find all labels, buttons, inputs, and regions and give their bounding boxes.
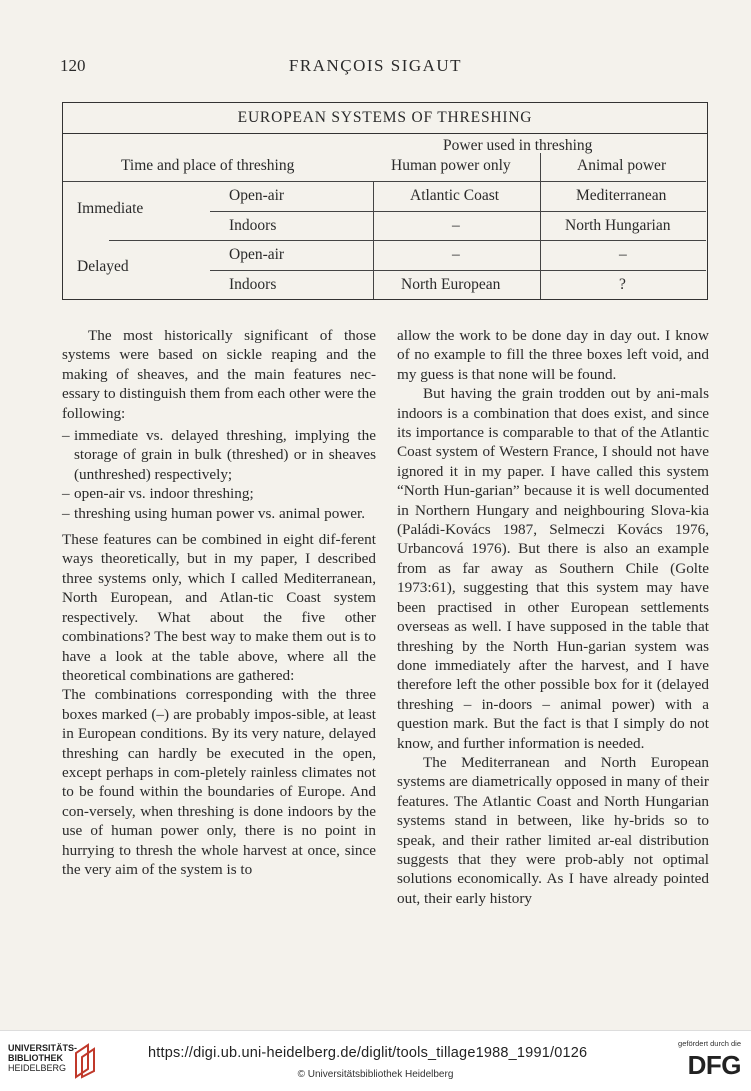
row4-human: North European (401, 276, 501, 293)
list-item: – open-air vs. indoor threshing; (62, 485, 254, 503)
row2-animal: North Hungarian (565, 217, 671, 234)
paragraph: But having the grain trodden out by ani-mals indoors is a combination that does exist, and since its importance is comparable to that of the Atlantic Coast system of Western France, I should not have ignored it in my paper. I have called this system “North Hun-garian” because it is well documented in Northern Hungary and neighbouring Slova-kia (Paládi-Kovács 1987, Selmeczi Kovács 1976, Urbancová 1976). But there is also an example from as far away as Southern Chile (Golte 1973:61), suggesting that this system may have been practised in other European settlements overseas as well. I have supposed in the table that threshing by the North Hun-garian system was done immediately after the harvest, and I have therefore left the other possible box for it (delayed threshing – in-doors – animal power) with a question mark. But the fact is that I simply do not know, and further information is needed. (397, 385, 709, 752)
row1-human: Atlantic Coast (410, 187, 500, 204)
row4-place: Indoors (229, 276, 277, 293)
rule-row2 (109, 240, 706, 241)
paragraph: These features can be combined in eight dif-ferent ways theoretically, but in my paper, I described three systems only, which I called Mediterranean, North European, and Atlan-tic Coast system respectively. What about the five other combinations? The best way to make them out is to have a look at the table above, where all the theoretical combinations are gathered: (62, 531, 376, 684)
row3-animal: – (619, 246, 627, 263)
header-power: Power used in threshing (443, 137, 593, 154)
dfg-logo: DFG (687, 1050, 741, 1080)
row2-place: Indoors (229, 217, 277, 234)
header-human: Human power only (391, 157, 511, 174)
feature-list (62, 426, 376, 523)
row3-place: Open-air (229, 246, 285, 263)
rule-col-human (373, 181, 374, 299)
funding-note: gefördert durch die (678, 1039, 741, 1048)
table-title: EUROPEAN SYSTEMS OF THRESHING (63, 103, 707, 134)
paragraph: allow the work to be done day in day out. I know of no example to fill the three boxes left void, and my guess is that none will be found. (397, 327, 709, 383)
copyright-text: © Universitätsbibliothek Heidelberg (297, 1069, 454, 1080)
threshing-table (62, 102, 708, 300)
rule-col-animal (540, 153, 541, 299)
paragraph: The Mediterranean and North European systems are diametrically opposed in many of their features. The Atlantic Coast and North Hungarian systems stand in between, like hy-brids so to speak, and their rather limited ar-eal distribution suggests that they were prob-ably not optimal solutions economically. As I have already pointed out, their early history (397, 753, 709, 907)
permalink-url[interactable]: https://digi.ub.uni-heidelberg.de/diglit/tools_tillage1988_1991/0126 (148, 1045, 588, 1061)
left-column (62, 326, 376, 879)
rule-row3 (210, 270, 706, 271)
header-animal: Animal power (577, 157, 667, 174)
rule-row1 (210, 211, 706, 212)
row1-time: Immediate (77, 200, 144, 217)
row3-human: – (452, 246, 460, 263)
list-item: – immediate vs. delayed threshing, implying the storage of grain in bulk (threshed) or in sheaves (unthreshed) respectively; (62, 427, 376, 483)
header-time-place: Time and place of threshing (121, 157, 295, 174)
right-column (397, 326, 709, 908)
paragraph: The most historically significant of those systems were based on sickle reaping and the making of sheaves, and the main features nec-essary to distinguish them from each other were the following: (62, 327, 376, 422)
paragraph: The combinations corresponding with the three boxes marked (–) are probably impos-sible, at least in European conditions. By its very nature, delayed threshing can hardly be executed in the open, except perhaps in com-pletely rainless climates not to be found within the boundaries of Europe. And con-versely, when threshing is done indoors by the use of human power only, there is no point in hurrying to thresh the whole harvest at once, since the very aim of the system is to (62, 686, 376, 878)
list-item: – threshing using human power vs. animal power. (62, 504, 366, 522)
row2-human: – (452, 217, 460, 234)
row3-time: Delayed (77, 258, 129, 275)
row4-animal: ? (619, 276, 626, 293)
footer-bar (0, 1030, 751, 1091)
running-head: FRANÇOIS SIGAUT (288, 56, 463, 75)
page-number: 120 (60, 56, 86, 75)
rule-header (63, 181, 706, 182)
row1-place: Open-air (229, 187, 285, 204)
library-logo: UNIVERSITÄTS- BIBLIOTHEK HEIDELBERG (8, 1043, 78, 1073)
row1-animal: Mediterranean (576, 187, 667, 204)
